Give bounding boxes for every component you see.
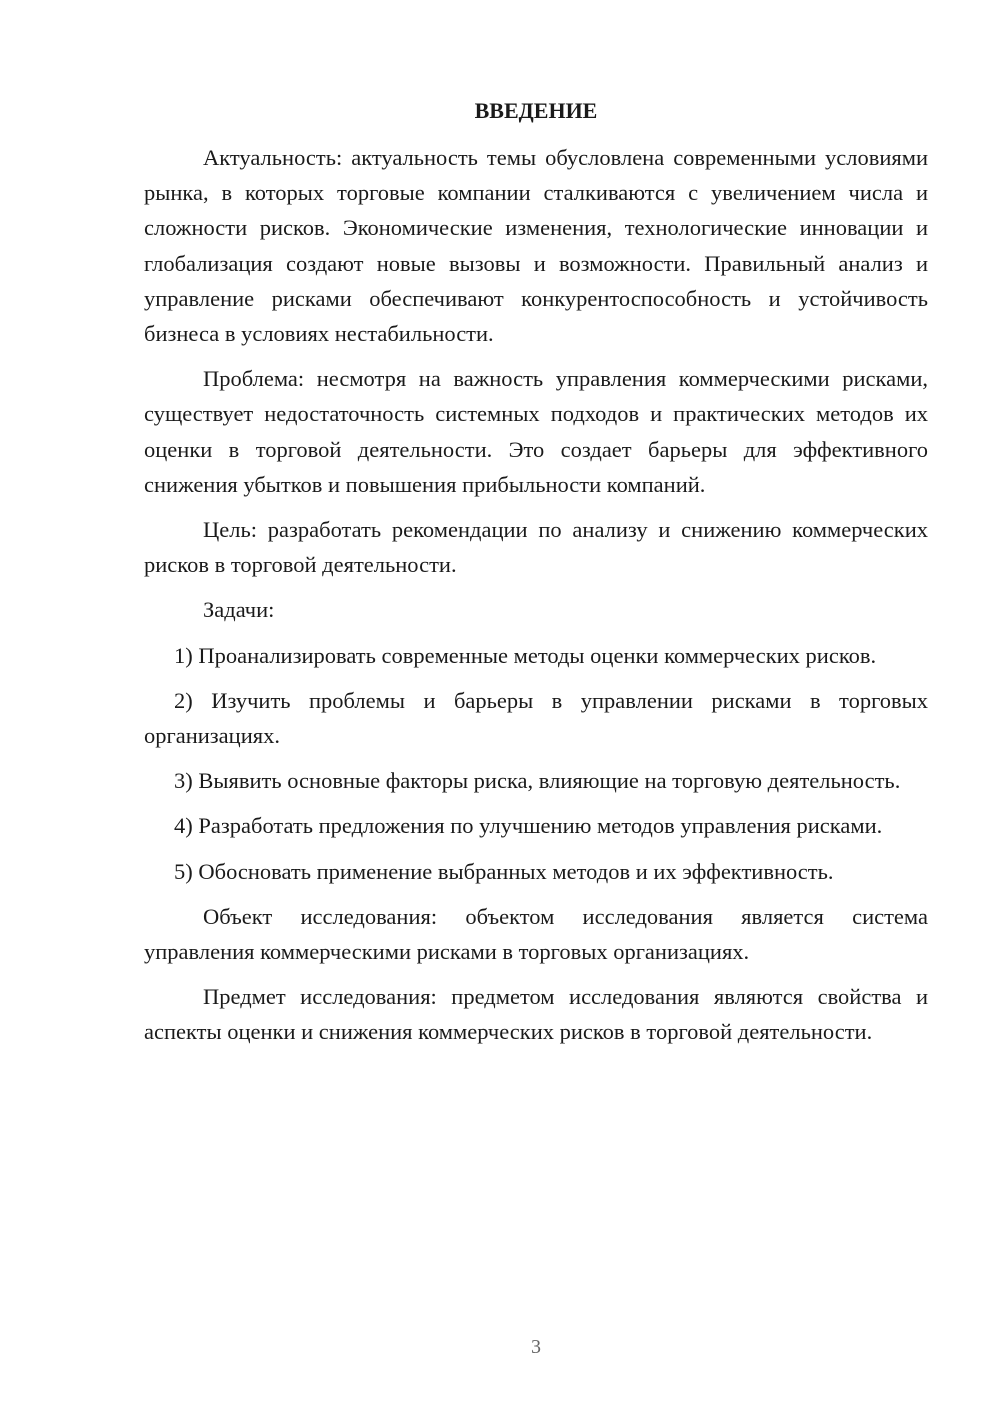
paragraph-goal: Цель: разработать рекомендации по анализу и снижению коммерческих рисков в торговой деятельности. [144, 517, 928, 578]
task-item-2: 2) Изучить проблемы и барьеры в управлении рисками в торговых организациях. [144, 687, 928, 749]
task-item-1: 1) Проанализировать современные методы оценки коммерческих рисков. [174, 642, 877, 668]
paragraph-problem: Проблема: несмотря на важность управления коммерческими рисками, существует недостаточность системных подходов и практических методов их оценки в торговой деятельности. Это создает барьеры для эффективного снижения убытков и повышения прибыльности компаний. [144, 366, 928, 497]
paragraph-subject: Предмет исследования: предметом исследования являются свойства и аспекты оценки и снижения коммерческих рисков в торговой деятельности. [144, 984, 928, 1045]
paragraph-relevance: Актуальность: актуальность темы обусловлена современными условиями рынка, в которых торговые компании сталкиваются с увеличением числа и сложности рисков. Экономические изменения, технологические инновации и глобализация создают новые вызовы и возможности. Правильный анализ и управление рисками обеспечивают конкурентоспособность и устойчивость бизнеса в условиях нестабильности. [144, 145, 928, 347]
paragraph-object: Объект исследования: объектом исследования является система управления коммерческими рисками в торговых организациях. [144, 903, 928, 965]
page-title: ВВЕДЕНИЕ [474, 98, 598, 123]
page-content [144, 94, 928, 1060]
page-number: 3 [531, 1336, 541, 1358]
task-item-4: 4) Разработать предложения по улучшению методов управления рисками. [174, 813, 883, 839]
task-item-3: 3) Выявить основные факторы риска, влияющие на торговую деятельность. [174, 768, 901, 794]
task-item-5: 5) Обосновать применение выбранных методов и их эффективность. [174, 858, 834, 884]
tasks-heading: Задачи: [203, 597, 275, 623]
